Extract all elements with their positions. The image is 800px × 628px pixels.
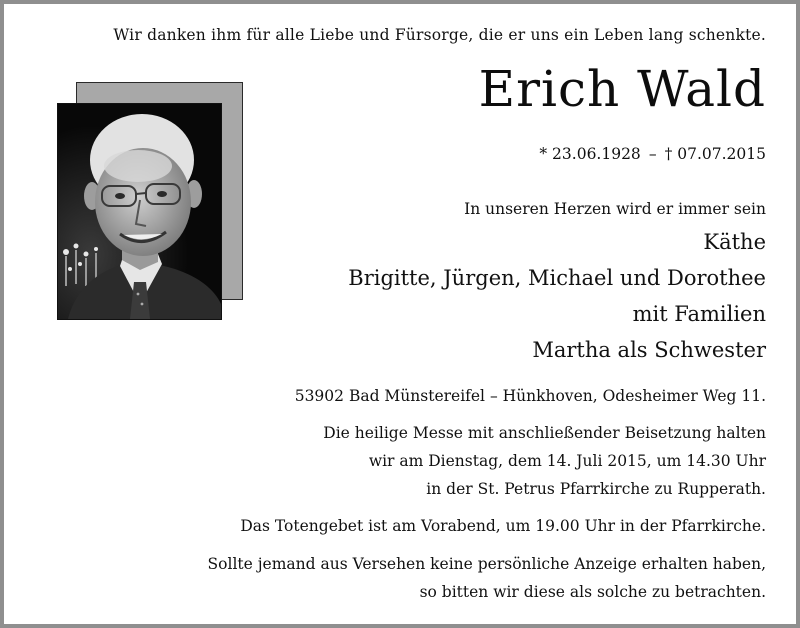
family-member: Brigitte, Jürgen, Michael und Dorothee xyxy=(348,266,766,290)
portrait-photo xyxy=(57,103,222,320)
birth-date: * 23.06.1928 xyxy=(539,145,641,163)
family-member: Käthe xyxy=(703,230,766,254)
mass-info-line: Die heilige Messe mit anschließender Beisetzung halten xyxy=(323,424,766,442)
portrait-illustration xyxy=(58,104,221,319)
family-member: mit Familien xyxy=(632,302,766,326)
remembrance-line: In unseren Herzen wird er immer sein xyxy=(464,200,766,218)
closing-note-line: so bitten wir diese als solche zu betrachten. xyxy=(419,583,766,601)
mass-info-line: in der St. Petrus Pfarrkirche zu Rupperath. xyxy=(426,480,766,498)
life-dates xyxy=(539,145,766,163)
prayer-info-line: Das Totengebet ist am Vorabend, um 19.00 Uhr in der Pfarrkirche. xyxy=(240,517,766,535)
closing-note-line: Sollte jemand aus Versehen keine persönliche Anzeige erhalten haben, xyxy=(207,555,766,573)
date-separator: – xyxy=(648,145,657,163)
death-date: † 07.07.2015 xyxy=(664,145,766,163)
intro-text: Wir danken ihm für alle Liebe und Fürsorge, die er uns ein Leben lang schenkte. xyxy=(113,26,766,44)
deceased-name: Erich Wald xyxy=(478,60,766,118)
mass-info-line: wir am Dienstag, dem 14. Juli 2015, um 14.30 Uhr xyxy=(368,452,766,470)
address-line: 53902 Bad Münstereifel – Hünkhoven, Odesheimer Weg 11. xyxy=(294,387,766,405)
family-member: Martha als Schwester xyxy=(532,338,766,362)
